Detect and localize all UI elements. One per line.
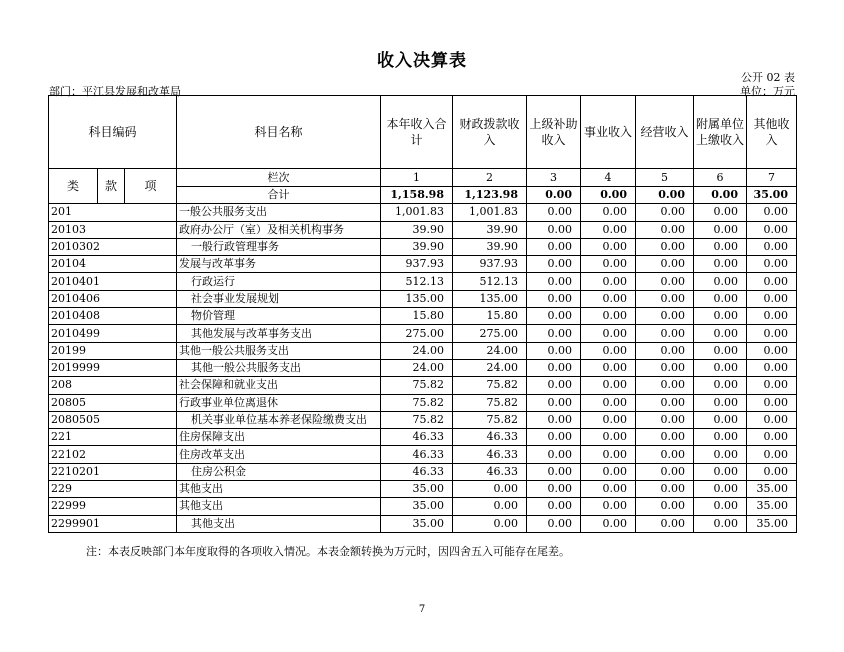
- header-col-2: 财政拨款收入: [453, 96, 527, 169]
- row-value: 15.80: [381, 308, 453, 325]
- row-value: 937.93: [453, 256, 527, 273]
- header-name: 科目名称: [177, 96, 381, 169]
- row-value: 0.00: [636, 273, 694, 290]
- row-value: 135.00: [381, 290, 453, 307]
- row-value: 0.00: [453, 481, 527, 498]
- row-value: 0.00: [527, 377, 581, 394]
- row-value: 0.00: [581, 308, 636, 325]
- row-value: 0.00: [694, 325, 747, 342]
- row-code: 2299901: [49, 515, 177, 532]
- row-value: 0.00: [527, 325, 581, 342]
- row-name: 住房公积金: [177, 463, 381, 480]
- row-name: 其他支出: [177, 515, 381, 532]
- total-value: 0.00: [581, 187, 636, 204]
- row-value: 35.00: [381, 515, 453, 532]
- col-num-2: 2: [453, 169, 527, 187]
- header-col-4: 事业收入: [581, 96, 636, 169]
- row-code: 2010406: [49, 290, 177, 307]
- row-value: 0.00: [636, 515, 694, 532]
- header-col-1: 本年收入合计: [381, 96, 453, 169]
- row-value: 0.00: [636, 411, 694, 428]
- row-value: 35.00: [381, 498, 453, 515]
- header-col-5: 经营收入: [636, 96, 694, 169]
- row-value: 0.00: [527, 463, 581, 480]
- row-value: 0.00: [747, 256, 797, 273]
- row-name: 其他支出: [177, 498, 381, 515]
- row-value: 0.00: [527, 481, 581, 498]
- table-row: [49, 308, 797, 325]
- row-value: 46.33: [381, 446, 453, 463]
- header-col-3: 上级补助收入: [527, 96, 581, 169]
- row-value: 24.00: [453, 342, 527, 359]
- row-value: 0.00: [747, 204, 797, 221]
- row-value: 937.93: [381, 256, 453, 273]
- row-value: 0.00: [581, 515, 636, 532]
- row-name: 其他支出: [177, 481, 381, 498]
- row-value: 0.00: [527, 290, 581, 307]
- total-label: 合计: [177, 187, 381, 204]
- row-value: 0.00: [581, 446, 636, 463]
- row-value: 0.00: [694, 394, 747, 411]
- row-value: 0.00: [747, 463, 797, 480]
- row-value: 0.00: [747, 325, 797, 342]
- row-value: 75.82: [381, 411, 453, 428]
- department-label: 部门：平江县发展和改革局: [49, 85, 181, 98]
- row-value: 0.00: [581, 481, 636, 498]
- total-value: 35.00: [747, 187, 797, 204]
- row-code: 2010499: [49, 325, 177, 342]
- row-value: 0.00: [636, 308, 694, 325]
- row-value: 0.00: [747, 342, 797, 359]
- row-value: 0.00: [694, 481, 747, 498]
- row-value: 0.00: [581, 204, 636, 221]
- row-value: 39.90: [453, 221, 527, 238]
- row-value: 0.00: [581, 359, 636, 376]
- row-value: 46.33: [381, 429, 453, 446]
- row-value: 46.33: [453, 429, 527, 446]
- footnote: 注：本表反映部门本年度取得的各项收入情况。本表金额转换为万元时，因四舍五入可能存在尾差。: [86, 545, 570, 558]
- row-value: 0.00: [581, 377, 636, 394]
- row-value: 0.00: [636, 498, 694, 515]
- header-lei: 类: [49, 169, 98, 204]
- row-value: 39.90: [453, 238, 527, 255]
- row-value: 0.00: [747, 308, 797, 325]
- row-value: 75.82: [381, 394, 453, 411]
- total-value: 0.00: [694, 187, 747, 204]
- row-value: 0.00: [747, 446, 797, 463]
- table-row: [49, 394, 797, 411]
- row-value: 0.00: [636, 238, 694, 255]
- row-code: 20103: [49, 221, 177, 238]
- row-value: 0.00: [581, 290, 636, 307]
- row-value: 1,001.83: [453, 204, 527, 221]
- row-value: 39.90: [381, 221, 453, 238]
- row-value: 0.00: [694, 411, 747, 428]
- row-value: 0.00: [747, 238, 797, 255]
- header-xiang: 项: [125, 169, 177, 204]
- row-code: 221: [49, 429, 177, 446]
- row-value: 0.00: [694, 359, 747, 376]
- header-lanci: 栏次: [177, 169, 381, 187]
- row-value: 0.00: [581, 411, 636, 428]
- row-value: 75.82: [381, 377, 453, 394]
- row-value: 1,001.83: [381, 204, 453, 221]
- income-table: [48, 95, 797, 533]
- row-value: 0.00: [747, 221, 797, 238]
- table-row: [49, 515, 797, 532]
- row-code: 208: [49, 377, 177, 394]
- col-num-6: 6: [694, 169, 747, 187]
- row-value: 35.00: [381, 481, 453, 498]
- row-value: 0.00: [747, 394, 797, 411]
- row-value: 35.00: [747, 515, 797, 532]
- table-row: [49, 377, 797, 394]
- row-name: 一般行政管理事务: [177, 238, 381, 255]
- row-name: 政府办公厅（室）及相关机构事务: [177, 221, 381, 238]
- col-num-5: 5: [636, 169, 694, 187]
- row-value: 0.00: [453, 515, 527, 532]
- row-value: 0.00: [527, 411, 581, 428]
- row-value: 0.00: [694, 290, 747, 307]
- total-value: 0.00: [636, 187, 694, 204]
- row-value: 0.00: [636, 359, 694, 376]
- row-value: 0.00: [527, 498, 581, 515]
- row-value: 0.00: [747, 273, 797, 290]
- row-value: 0.00: [581, 394, 636, 411]
- row-value: 46.33: [453, 446, 527, 463]
- table-row: [49, 256, 797, 273]
- row-value: 0.00: [694, 273, 747, 290]
- row-name: 物价管理: [177, 308, 381, 325]
- row-value: 0.00: [694, 446, 747, 463]
- row-value: 0.00: [747, 359, 797, 376]
- row-value: 275.00: [453, 325, 527, 342]
- row-value: 0.00: [694, 308, 747, 325]
- page-title: 收入决算表: [377, 51, 467, 71]
- row-value: 39.90: [381, 238, 453, 255]
- row-value: 0.00: [636, 463, 694, 480]
- row-code: 2010408: [49, 308, 177, 325]
- table-row: [49, 290, 797, 307]
- unit-label: 单位：万元: [740, 85, 795, 98]
- row-code: 22102: [49, 446, 177, 463]
- header-code: 科目编码: [49, 96, 177, 169]
- table-row: [49, 481, 797, 498]
- row-value: 0.00: [527, 394, 581, 411]
- header-kuan: 款: [98, 169, 125, 204]
- row-name: 住房改革支出: [177, 446, 381, 463]
- row-value: 0.00: [694, 238, 747, 255]
- row-code: 2019999: [49, 359, 177, 376]
- row-value: 0.00: [581, 342, 636, 359]
- row-value: 0.00: [694, 463, 747, 480]
- row-name: 社会保障和就业支出: [177, 377, 381, 394]
- row-value: 512.13: [453, 273, 527, 290]
- row-value: 0.00: [527, 273, 581, 290]
- table-row: [49, 463, 797, 480]
- row-value: 0.00: [636, 394, 694, 411]
- row-value: 75.82: [453, 411, 527, 428]
- row-value: 0.00: [694, 256, 747, 273]
- total-value: 1,158.98: [381, 187, 453, 204]
- row-name: 行政事业单位离退休: [177, 394, 381, 411]
- row-value: 0.00: [527, 204, 581, 221]
- row-value: 0.00: [581, 325, 636, 342]
- row-name: 一般公共服务支出: [177, 204, 381, 221]
- row-value: 35.00: [747, 498, 797, 515]
- table-row: [49, 446, 797, 463]
- row-value: 0.00: [747, 411, 797, 428]
- row-value: 512.13: [381, 273, 453, 290]
- row-value: 0.00: [527, 429, 581, 446]
- table-row: [49, 411, 797, 428]
- table-row: [49, 221, 797, 238]
- row-code: 20805: [49, 394, 177, 411]
- row-name: 机关事业单位基本养老保险缴费支出: [177, 411, 381, 428]
- row-name: 其他一般公共服务支出: [177, 342, 381, 359]
- row-code: 2010401: [49, 273, 177, 290]
- row-code: 2210201: [49, 463, 177, 480]
- row-value: 0.00: [636, 204, 694, 221]
- row-name: 其他发展与改革事务支出: [177, 325, 381, 342]
- row-value: 0.00: [636, 377, 694, 394]
- row-value: 275.00: [381, 325, 453, 342]
- row-name: 社会事业发展规划: [177, 290, 381, 307]
- table-row: [49, 204, 797, 221]
- row-value: 0.00: [747, 377, 797, 394]
- row-value: 0.00: [636, 429, 694, 446]
- row-value: 24.00: [453, 359, 527, 376]
- row-value: 0.00: [581, 463, 636, 480]
- row-value: 0.00: [694, 429, 747, 446]
- table-row: [49, 238, 797, 255]
- row-code: 201: [49, 204, 177, 221]
- table-row: [49, 498, 797, 515]
- row-code: 22999: [49, 498, 177, 515]
- header-row: [49, 96, 797, 169]
- row-value: 0.00: [527, 359, 581, 376]
- col-num-4: 4: [581, 169, 636, 187]
- row-code: 2080505: [49, 411, 177, 428]
- row-value: 0.00: [527, 342, 581, 359]
- row-value: 0.00: [527, 238, 581, 255]
- table-row: [49, 273, 797, 290]
- row-value: 0.00: [527, 256, 581, 273]
- row-code: 20104: [49, 256, 177, 273]
- row-value: 46.33: [381, 463, 453, 480]
- row-value: 0.00: [581, 273, 636, 290]
- row-value: 0.00: [747, 290, 797, 307]
- row-name: 行政运行: [177, 273, 381, 290]
- row-value: 0.00: [581, 221, 636, 238]
- row-value: 0.00: [581, 429, 636, 446]
- row-value: 0.00: [453, 498, 527, 515]
- row-value: 24.00: [381, 342, 453, 359]
- col-num-1: 1: [381, 169, 453, 187]
- row-value: 0.00: [694, 342, 747, 359]
- row-value: 0.00: [581, 498, 636, 515]
- header-col-7: 其他收入: [747, 96, 797, 169]
- total-value: 1,123.98: [453, 187, 527, 204]
- row-value: 0.00: [636, 221, 694, 238]
- col-num-7: 7: [747, 169, 797, 187]
- form-number: 公开 02 表: [741, 71, 795, 84]
- row-value: 0.00: [694, 204, 747, 221]
- row-value: 0.00: [527, 446, 581, 463]
- row-value: 0.00: [581, 238, 636, 255]
- table-row: [49, 359, 797, 376]
- row-value: 75.82: [453, 377, 527, 394]
- row-value: 0.00: [527, 308, 581, 325]
- row-value: 0.00: [694, 377, 747, 394]
- header-col-6: 附属单位上缴收入: [694, 96, 747, 169]
- column-number-row: [49, 169, 797, 187]
- row-value: 0.00: [581, 256, 636, 273]
- row-value: 75.82: [453, 394, 527, 411]
- row-name: 发展与改革事务: [177, 256, 381, 273]
- row-value: 0.00: [694, 515, 747, 532]
- row-value: 0.00: [694, 221, 747, 238]
- row-code: 20199: [49, 342, 177, 359]
- table-row: [49, 342, 797, 359]
- table-row: [49, 325, 797, 342]
- row-value: 46.33: [453, 463, 527, 480]
- row-code: 229: [49, 481, 177, 498]
- row-value: 0.00: [636, 446, 694, 463]
- page-number: 7: [418, 604, 426, 615]
- row-value: 0.00: [636, 256, 694, 273]
- row-value: 0.00: [747, 429, 797, 446]
- row-value: 0.00: [636, 325, 694, 342]
- row-name: 其他一般公共服务支出: [177, 359, 381, 376]
- row-name: 住房保障支出: [177, 429, 381, 446]
- row-value: 0.00: [527, 515, 581, 532]
- total-value: 0.00: [527, 187, 581, 204]
- row-value: 0.00: [694, 498, 747, 515]
- table-row: [49, 429, 797, 446]
- row-value: 0.00: [636, 342, 694, 359]
- row-code: 2010302: [49, 238, 177, 255]
- row-value: 24.00: [381, 359, 453, 376]
- row-value: 0.00: [636, 290, 694, 307]
- row-value: 0.00: [527, 221, 581, 238]
- row-value: 15.80: [453, 308, 527, 325]
- col-num-3: 3: [527, 169, 581, 187]
- row-value: 35.00: [747, 481, 797, 498]
- row-value: 135.00: [453, 290, 527, 307]
- row-value: 0.00: [636, 481, 694, 498]
